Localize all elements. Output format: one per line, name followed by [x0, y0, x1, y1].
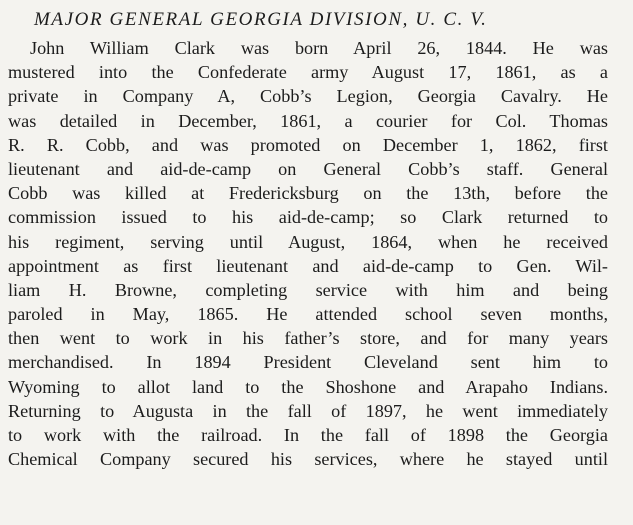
text-line-8: commission issued to his aid-de-camp; so Clark returned to: [8, 207, 608, 228]
page-heading: MAJOR GENERAL GEORGIA DIVISION, U. C. V.: [34, 9, 488, 30]
text-line-10: appointment as first lieutenant and aid-de-camp to Gen. Wil-: [8, 255, 608, 276]
text-line-13: then went to work in his father’s store, and for many years: [8, 328, 608, 349]
text-line-6: lieutenant and aid-de-camp on General Cobb’s staff. General: [8, 158, 608, 179]
text-line-3: private in Company A, Cobb’s Legion, Georgia Cavalry. He: [8, 86, 608, 107]
text-line-15: Wyoming to allot land to the Shoshone and Arapaho Indians.: [8, 376, 608, 397]
text-line-12: paroled in May, 1865. He attended school seven months,: [8, 304, 608, 325]
text-line-17: to work with the railroad. In the fall of 1898 the Georgia: [8, 425, 608, 445]
text-line-9: his regiment, serving until August, 1864, when he received: [8, 231, 608, 252]
text-line-18: Chemical Company secured his services, where he stayed until: [8, 449, 608, 470]
text-line-2: mustered into the Confederate army August 17, 1861, as a: [8, 62, 608, 83]
text-line-14: merchandised. In 1894 President Cleveland sent him to: [8, 352, 608, 373]
text-line-16: Returning to Augusta in the fall of 1897, he went immediately: [8, 400, 608, 421]
text-line-11: liam H. Browne, completing service with him and being: [8, 279, 608, 300]
text-line-5: R. R. Cobb, and was promoted on December 1, 1862, first: [8, 134, 608, 155]
text-line-1: John William Clark was born April 26, 1844. He was: [30, 38, 608, 58]
text-line-7: Cobb was killed at Fredericksburg on the 13th, before the: [8, 183, 608, 204]
text-line-4: was detailed in December, 1861, a courier for Col. Thomas: [8, 110, 608, 131]
body-paragraph: [8, 36, 608, 471]
